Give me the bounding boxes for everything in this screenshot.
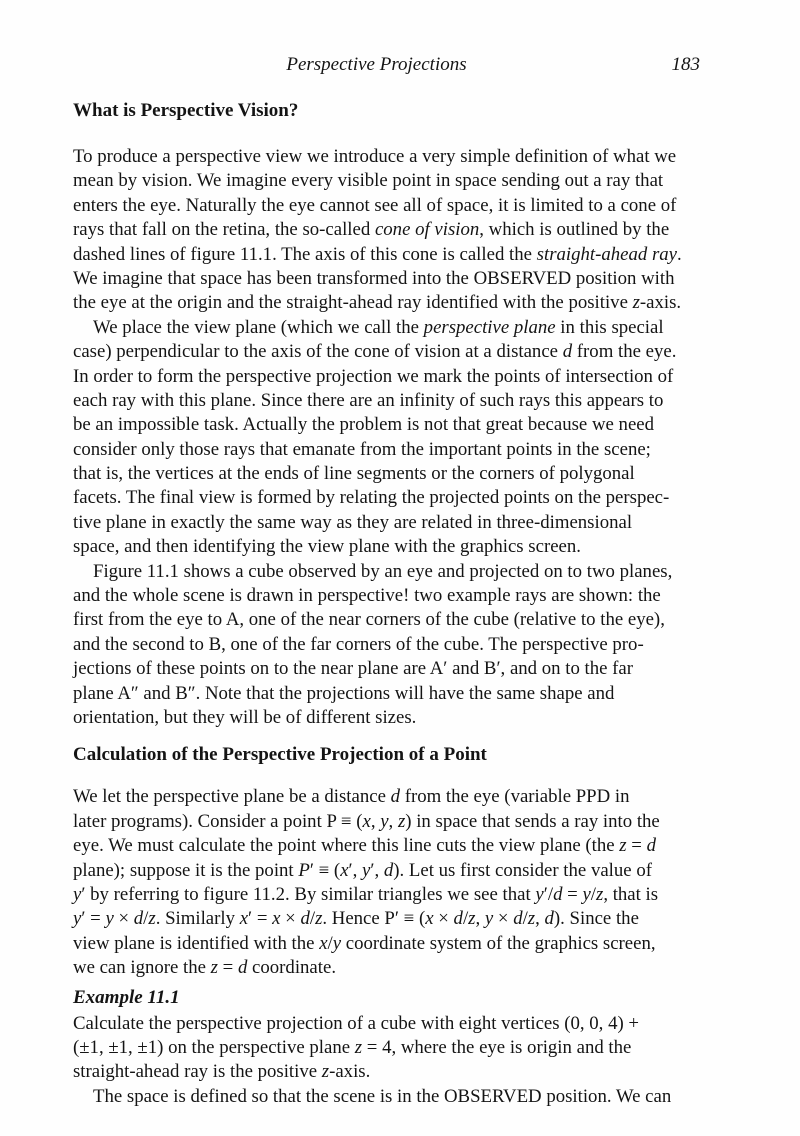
- text-line: orientation, but they will be of different sizes.: [73, 706, 417, 728]
- text-line: jections of these points on to the near plane are A′ and B′, and on to the far: [73, 658, 634, 680]
- text-line: we can ignore the z = d coordinate.: [73, 957, 337, 979]
- text-line: view plane is identified with the x/y coordinate system of the graphics screen,: [73, 932, 656, 954]
- text-line: eye. We must calculate the point where this line cuts the view plane (the z = d: [73, 835, 656, 857]
- text-line: later programs). Consider a point P ≡ (x, y, z) in space that sends a ray into the: [73, 810, 660, 832]
- text-line: We let the perspective plane be a distance d from the eye (variable PPD in: [73, 786, 630, 808]
- text-line: consider only those rays that emanate from the important points in the scene;: [73, 438, 651, 460]
- page-header: [73, 53, 730, 77]
- text-line: (±1, ±1, ±1) on the perspective plane z = 4, where the eye is origin and the: [73, 1036, 632, 1058]
- running-title: Perspective Projections: [286, 54, 467, 75]
- text-line: enters the eye. Naturally the eye cannot see all of space, it is limited to a cone of: [73, 194, 677, 216]
- paragraph: [73, 1012, 730, 1085]
- text-line: We imagine that space has been transformed into the OBSERVED position with: [73, 267, 675, 289]
- paragraph: [73, 145, 730, 316]
- section-heading: What is Perspective Vision?: [73, 100, 299, 121]
- section-heading: Calculation of the Perspective Projection of a Point: [73, 744, 487, 766]
- text-line: To produce a perspective view we introduce a very simple definition of what we: [73, 146, 677, 167]
- text-line: plane A″ and B″. Note that the projections will have the same shape and: [73, 682, 615, 704]
- text-line: facets. The final view is formed by relating the projected points on the perspec-: [73, 487, 670, 509]
- text-line: Calculate the perspective projection of a cube with eight vertices (0, 0, 4) +: [73, 1012, 639, 1034]
- text-line: y′ = y × d/z. Similarly x′ = x × d/z. Hence P′ ≡ (x × d/z, y × d/z, d). Since the: [73, 908, 639, 930]
- text-line: tive plane in exactly the same way as they are related in three-dimensional: [73, 511, 633, 533]
- page-body: [73, 99, 730, 1109]
- example-heading: Example 11.1: [73, 986, 180, 1008]
- text-line: case) perpendicular to the axis of the cone of vision at a distance d from the eye.: [73, 341, 677, 363]
- page-number: 183: [671, 54, 700, 75]
- text-line: straight-ahead ray is the positive z-axis.: [73, 1061, 371, 1083]
- text-line: first from the eye to A, one of the near corners of the cube (relative to the eye),: [73, 609, 665, 631]
- paragraph: [73, 1085, 730, 1109]
- text-line: be an impossible task. Actually the problem is not that great because we need: [73, 414, 655, 436]
- text-line: Figure 11.1 shows a cube observed by an eye and projected on to two planes,: [93, 560, 673, 582]
- text-line: In order to form the perspective projection we mark the points of intersection of: [73, 365, 674, 387]
- text-line: We place the view plane (which we call the perspective plane in this special: [93, 316, 664, 338]
- text-line: and the second to B, one of the far corners of the cube. The perspective pro-: [73, 633, 644, 655]
- text-line: rays that fall on the retina, the so-called cone of vision, which is outlined by the: [73, 219, 670, 241]
- text-line: y′ by referring to figure 11.2. By similar triangles we see that y′/d = y/z, that is: [73, 883, 659, 905]
- paragraph: [73, 785, 730, 980]
- text-line: and the whole scene is drawn in perspective! two example rays are shown: the: [73, 585, 661, 607]
- paragraph: [73, 316, 730, 560]
- text-line: space, and then identifying the view plane with the graphics screen.: [73, 536, 581, 558]
- text-line: plane); suppose it is the point P′ ≡ (x′, y′, d). Let us first consider the value of: [73, 859, 652, 881]
- paragraph: [73, 560, 730, 731]
- text-line: The space is defined so that the scene is in the OBSERVED position. We can: [93, 1085, 672, 1107]
- text-line: mean by vision. We imagine every visible point in space sending out a ray that: [73, 170, 664, 192]
- text-line: the eye at the origin and the straight-ahead ray identified with the positive z-axis.: [73, 292, 682, 314]
- text-line: each ray with this plane. Since there are an infinity of such rays this appears to: [73, 389, 664, 411]
- text-line: that is, the vertices at the ends of line segments or the corners of polygonal: [73, 463, 635, 485]
- text-line: dashed lines of figure 11.1. The axis of this cone is called the straight-ahead ray.: [73, 243, 682, 265]
